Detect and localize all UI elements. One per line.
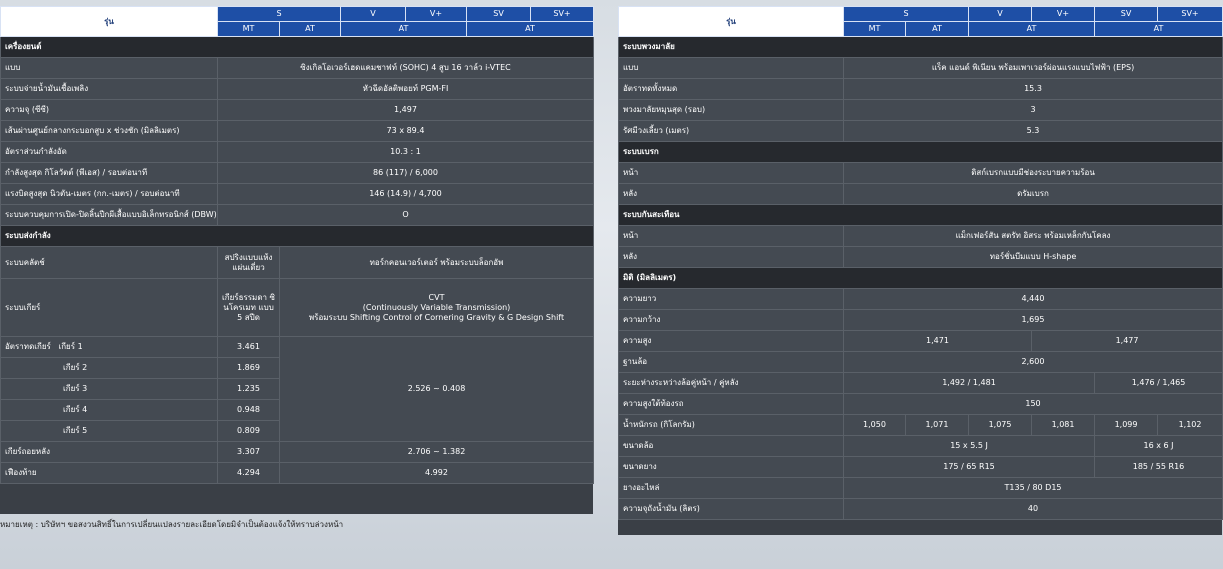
gear-5-mt-value: 0.809 (218, 421, 280, 442)
transmission-at-header: AT (280, 22, 341, 37)
dbw-value: O (218, 205, 594, 226)
bore-stroke-value: 73 x 89.4 (218, 121, 594, 142)
steering-ratio-value: 15.3 (844, 79, 1223, 100)
row-label: หน้า (619, 163, 844, 184)
gear-2-mt-value: 1.869 (218, 358, 280, 379)
rear-suspension-value: ทอร์ชั่นบีมแบบ H-shape (844, 247, 1223, 268)
transmission-at-header: AT (906, 22, 969, 37)
height-value-b: 1,477 (1032, 331, 1223, 352)
gearbox-at-line-3: พร้อมระบบ Shifting Control of Cornering Gravity & G Design Shift (308, 312, 565, 322)
reverse-at-value: 2.706 ~ 1.382 (280, 442, 594, 463)
transmission-mt-header: MT (844, 22, 906, 37)
engine-type-value: ซิงเกิลโอเวอร์เฮดแคมชาฟท์ (SOHC) 4 สูบ 16 วาล์ว i-VTEC (218, 58, 594, 79)
track-value-a: 1,492 / 1,481 (844, 373, 1095, 394)
front-suspension-value: แม็กเฟอร์สัน สตรัท อิสระ พร้อมเหล็กกันโคลง (844, 226, 1223, 247)
section-dimensions: มิติ (มิลลิเมตร) (619, 268, 1223, 289)
tire-size-value-b: 185 / 55 R16 (1095, 457, 1223, 478)
gearbox-at-line-1: CVT (428, 292, 445, 302)
section-steering: ระบบพวงมาลัย (619, 37, 1223, 58)
row-label: ระบบเกียร์ (1, 279, 218, 337)
fuel-tank-value: 40 (844, 499, 1223, 520)
grade-svplus-header: SV+ (531, 7, 594, 22)
weight-value: 1,099 (1095, 415, 1158, 436)
section-drivetrain: ระบบส่งกำลัง (1, 226, 594, 247)
gear-4-label: เกียร์ 4 (1, 400, 218, 421)
final-drive-at-value: 4.992 (280, 463, 594, 484)
max-power-value: 86 (117) / 6,000 (218, 163, 594, 184)
final-drive-mt-value: 4.294 (218, 463, 280, 484)
row-label: ความกว้าง (619, 310, 844, 331)
weight-value: 1,102 (1158, 415, 1223, 436)
compression-value: 10.3 : 1 (218, 142, 594, 163)
row-label: ความจุถังน้ำมัน (ลิตร) (619, 499, 844, 520)
row-label: หน้า (619, 226, 844, 247)
fuel-system-value: หัวฉีดอัลติพอยท์ PGM-FI (218, 79, 594, 100)
clutch-at-value: ทอร์กคอนเวอร์เตอร์ พร้อมระบบล็อกอัพ (280, 247, 594, 279)
wheel-size-value-a: 15 x 5.5 J (844, 436, 1095, 457)
grade-sv-header: SV (467, 7, 531, 22)
transmission-at-header: AT (1095, 22, 1223, 37)
displacement-value: 1,497 (218, 100, 594, 121)
gear-5-label: เกียร์ 5 (1, 421, 218, 442)
tire-size-value-a: 175 / 65 R15 (844, 457, 1095, 478)
steering-turns-value: 3 (844, 100, 1223, 121)
row-label: พวงมาลัยหมุนสุด (รอบ) (619, 100, 844, 121)
row-label: ขนาดล้อ (619, 436, 844, 457)
transmission-at-header: AT (467, 22, 594, 37)
grade-sv-header: SV (1095, 7, 1158, 22)
row-label: ฐานล้อ (619, 352, 844, 373)
section-brakes: ระบบเบรก (619, 142, 1223, 163)
wheel-size-value-b: 16 x 6 J (1095, 436, 1223, 457)
reverse-mt-value: 3.307 (218, 442, 280, 463)
spare-tire-value: T135 / 80 D15 (844, 478, 1223, 499)
grade-svplus-header: SV+ (1158, 7, 1223, 22)
clutch-mt-value: สปริงแบบแห้ง แผ่นเดี่ยว (218, 247, 280, 279)
gear-1-label: เกียร์ 1 (58, 342, 83, 351)
track-value-b: 1,476 / 1,465 (1095, 373, 1223, 394)
grade-v-header: V (341, 7, 406, 22)
gear-2-label: เกียร์ 2 (1, 358, 218, 379)
row-label: ระบบควบคุมการเปิด-ปิดลิ้นปีกผีเสื้อแบบอิเล็กทรอนิกส์ (DBW) (1, 205, 218, 226)
row-label: หลัง (619, 247, 844, 268)
rear-brake-value: ดรัมเบรก (844, 184, 1223, 205)
grade-s-header: S (218, 7, 341, 22)
gear-ratio-at-value: 2.526 ~ 0.408 (280, 337, 594, 442)
row-label: แบบ (1, 58, 218, 79)
row-label: น้ำหนักรถ (กิโลกรัม) (619, 415, 844, 436)
weight-value: 1,081 (1032, 415, 1095, 436)
engine-drivetrain-spec-table (0, 6, 593, 514)
row-label: ระบบจ่ายน้ำมันเชื้อเพลิง (1, 79, 218, 100)
row-label: ความจุ (ซีซี) (1, 100, 218, 121)
gearbox-mt-value: เกียร์ธรรมดา ซินโครเมท แบบ 5 สปีด (218, 279, 280, 337)
row-label: กำลังสูงสุด กิโลวัตต์ (พีเอส) / รอบต่อนาที (1, 163, 218, 184)
row-label: ขนาดยาง (619, 457, 844, 478)
gear-ratio-row-label (1, 337, 218, 358)
left-spec-table (0, 6, 594, 484)
row-label: ความยาว (619, 289, 844, 310)
chassis-dimension-spec-table (618, 6, 1222, 535)
row-label: เส้นผ่านศูนย์กลางกระบอกสูบ x ช่วงชัก (มิลลิเมตร) (1, 121, 218, 142)
gear-1-mt-value: 3.461 (218, 337, 280, 358)
gearbox-at-line-2: (Continuously Variable Transmission) (362, 302, 511, 312)
length-value: 4,440 (844, 289, 1223, 310)
row-label: แรงบิดสูงสุด นิวตัน-เมตร (กก.-เมตร) / รอบต่อนาที (1, 184, 218, 205)
right-spec-table (618, 6, 1223, 520)
row-label: ระยะห่างระหว่างล้อคู่หน้า / คู่หลัง (619, 373, 844, 394)
grade-s-header: S (844, 7, 969, 22)
weight-value: 1,071 (906, 415, 969, 436)
grade-v-header: V (969, 7, 1032, 22)
gear-3-mt-value: 1.235 (218, 379, 280, 400)
wheelbase-value: 2,600 (844, 352, 1223, 373)
row-label: อัตราส่วนกำลังอัด (1, 142, 218, 163)
grade-vplus-header: V+ (406, 7, 467, 22)
weight-value: 1,050 (844, 415, 906, 436)
width-value: 1,695 (844, 310, 1223, 331)
footnote: หมายเหตุ : บริษัทฯ ขอสงวนสิทธิ์ในการเปลี่ยนแปลงรายละเอียดโดยมิจำเป็นต้องแจ้งให้ทราบล่วงหน้า (0, 520, 344, 529)
steering-type-value: แร็ค แอนด์ พิเนียน พร้อมเพาเวอร์ผ่อนแรงแบบไฟฟ้า (EPS) (844, 58, 1223, 79)
section-engine: เครื่องยนต์ (1, 37, 594, 58)
section-suspension: ระบบกันสะเทือน (619, 205, 1223, 226)
row-label: ความสูงใต้ท้องรถ (619, 394, 844, 415)
gear-ratio-label: อัตราทดเกียร์ (5, 342, 51, 351)
max-torque-value: 146 (14.9) / 4,700 (218, 184, 594, 205)
transmission-at-header: AT (341, 22, 467, 37)
row-label: เกียร์ถอยหลัง (1, 442, 218, 463)
row-label: แบบ (619, 58, 844, 79)
row-label: อัตราทดทั้งหมด (619, 79, 844, 100)
row-label: เฟืองท้าย (1, 463, 218, 484)
gear-4-mt-value: 0.948 (218, 400, 280, 421)
row-label: ยางอะไหล่ (619, 478, 844, 499)
gearbox-at-value (280, 279, 594, 337)
front-brake-value: ดิสก์เบรกแบบมีช่องระบายความร้อน (844, 163, 1223, 184)
transmission-mt-header: MT (218, 22, 280, 37)
turning-radius-value: 5.3 (844, 121, 1223, 142)
model-header: รุ่น (619, 7, 844, 37)
transmission-at-header: AT (969, 22, 1095, 37)
gear-3-label: เกียร์ 3 (1, 379, 218, 400)
height-value-a: 1,471 (844, 331, 1032, 352)
grade-vplus-header: V+ (1032, 7, 1095, 22)
row-label: ความสูง (619, 331, 844, 352)
ground-clearance-value: 150 (844, 394, 1223, 415)
row-label: รัศมีวงเลี้ยว (เมตร) (619, 121, 844, 142)
row-label: หลัง (619, 184, 844, 205)
weight-value: 1,075 (969, 415, 1032, 436)
model-header: รุ่น (1, 7, 218, 37)
row-label: ระบบคลัตช์ (1, 247, 218, 279)
